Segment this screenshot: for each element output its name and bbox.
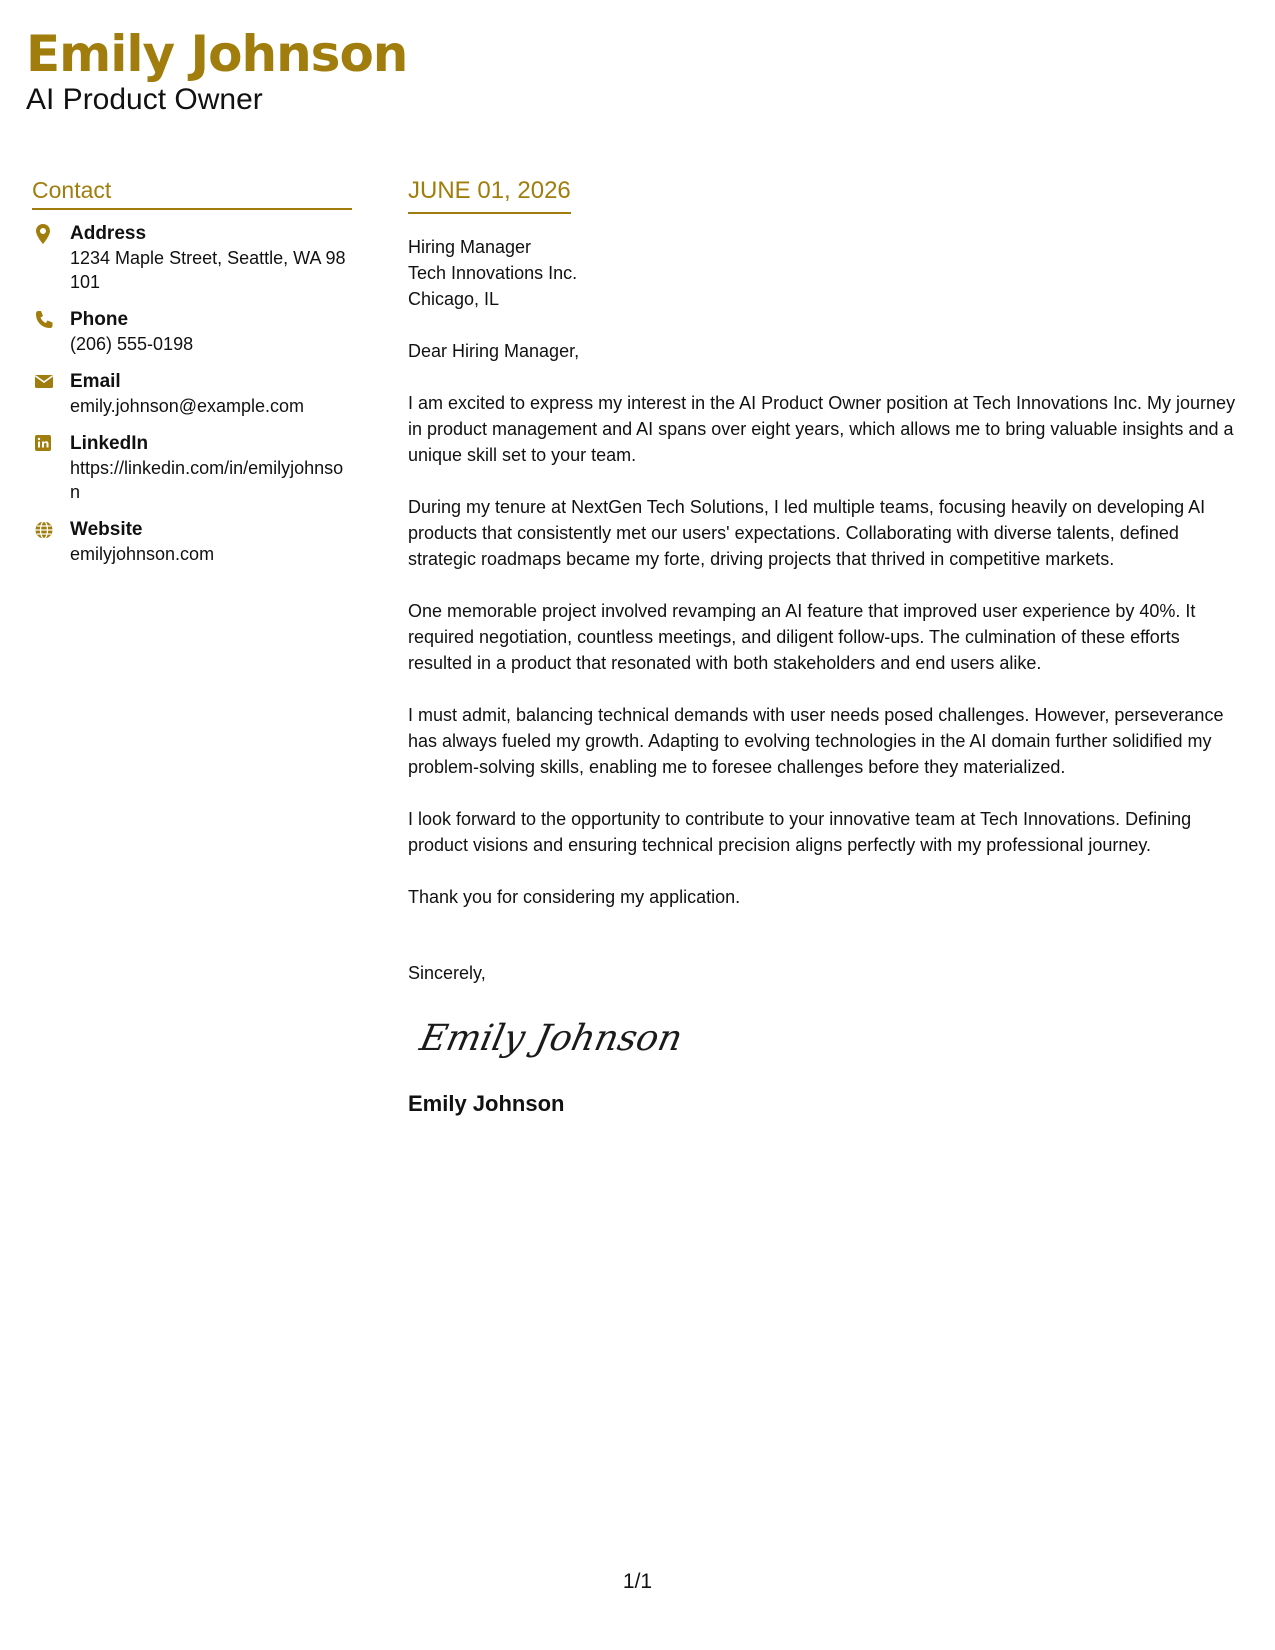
recipient-block [408, 234, 1244, 312]
linkedin-link[interactable]: https://linkedin.com/in/emilyjohnson [70, 458, 344, 502]
contact-item-address [32, 222, 352, 294]
contact-label: Email [70, 371, 121, 392]
email-link[interactable]: emily.johnson@example.com [70, 396, 305, 416]
handwritten-signature [416, 1004, 1244, 1074]
contact-value: (206) 555-0198 [70, 334, 194, 354]
body-paragraph: I look forward to the opportunity to contribute to your innovative team at Tech Innovations. Defining product visions and ensuring technical precision aligns perfectly with my professional journey. [408, 809, 1192, 855]
recipient-line: Hiring Manager [408, 237, 532, 257]
contact-sidebar [32, 176, 352, 580]
contact-label: Phone [70, 309, 129, 330]
body-paragraph: I must admit, balancing technical demands with user needs posed challenges. However, perseverance has always fueled my growth. Adapting to evolving technologies in the AI domain further solidified my problem-solving skills, enabling me to foresee challenges before they materialized. [408, 705, 1224, 777]
contact-list [32, 222, 352, 566]
letter-body [408, 176, 1244, 1118]
website-link[interactable]: emilyjohnson.com [70, 544, 215, 564]
contact-label: LinkedIn [70, 433, 149, 454]
contact-item-phone [32, 308, 352, 356]
applicant-name: Emily Johnson [26, 25, 408, 83]
envelope-icon [32, 370, 70, 390]
body-paragraph: One memorable project involved revamping an AI feature that improved user experience by 40%. It required negotiation, countless meetings, and diligent follow-ups. The culmination of these efforts resulted in a product that resonated with both stakeholders and end users alike. [408, 601, 1196, 673]
linkedin-icon [32, 432, 70, 452]
phone-icon [32, 308, 70, 330]
contact-label: Website [70, 519, 143, 540]
contact-value: 1234 Maple Street, Seattle, WA 98101 [70, 248, 346, 292]
body-paragraph: Thank you for considering my application. [408, 887, 741, 907]
recipient-line: Chicago, IL [408, 289, 500, 309]
contact-item-website [32, 518, 352, 566]
salutation: Dear Hiring Manager, [408, 341, 580, 361]
contact-label: Address [70, 223, 147, 244]
letter-date: JUNE 01, 2026 [408, 176, 571, 214]
signature-text: Emily Johnson [416, 1016, 687, 1059]
body-paragraph: I am excited to express my interest in the AI Product Owner position at Tech Innovations Inc. My journey in product management and AI spans over eight years, which allows me to bring valuable insights and a unique skill set to your team. [408, 393, 1236, 465]
contact-item-linkedin [32, 432, 352, 504]
letter-header [26, 24, 407, 118]
contact-heading: Contact [32, 176, 352, 210]
globe-icon [32, 518, 70, 540]
body-paragraph: During my tenure at NextGen Tech Solutions, I led multiple teams, focusing heavily on developing AI products that consistently met our users' expectations. Collaborating with diverse talents, defined strategic roadmaps became my forte, driving projects that thrived in competitive markets. [408, 497, 1206, 569]
applicant-role: AI Product Owner [26, 83, 263, 116]
contact-item-email [32, 370, 352, 418]
signer-name: Emily Johnson [408, 1091, 565, 1116]
map-pin-icon [32, 222, 70, 244]
closing: Sincerely, [408, 963, 486, 983]
page-number: 1/1 [622, 1570, 653, 1593]
recipient-line: Tech Innovations Inc. [408, 263, 578, 283]
